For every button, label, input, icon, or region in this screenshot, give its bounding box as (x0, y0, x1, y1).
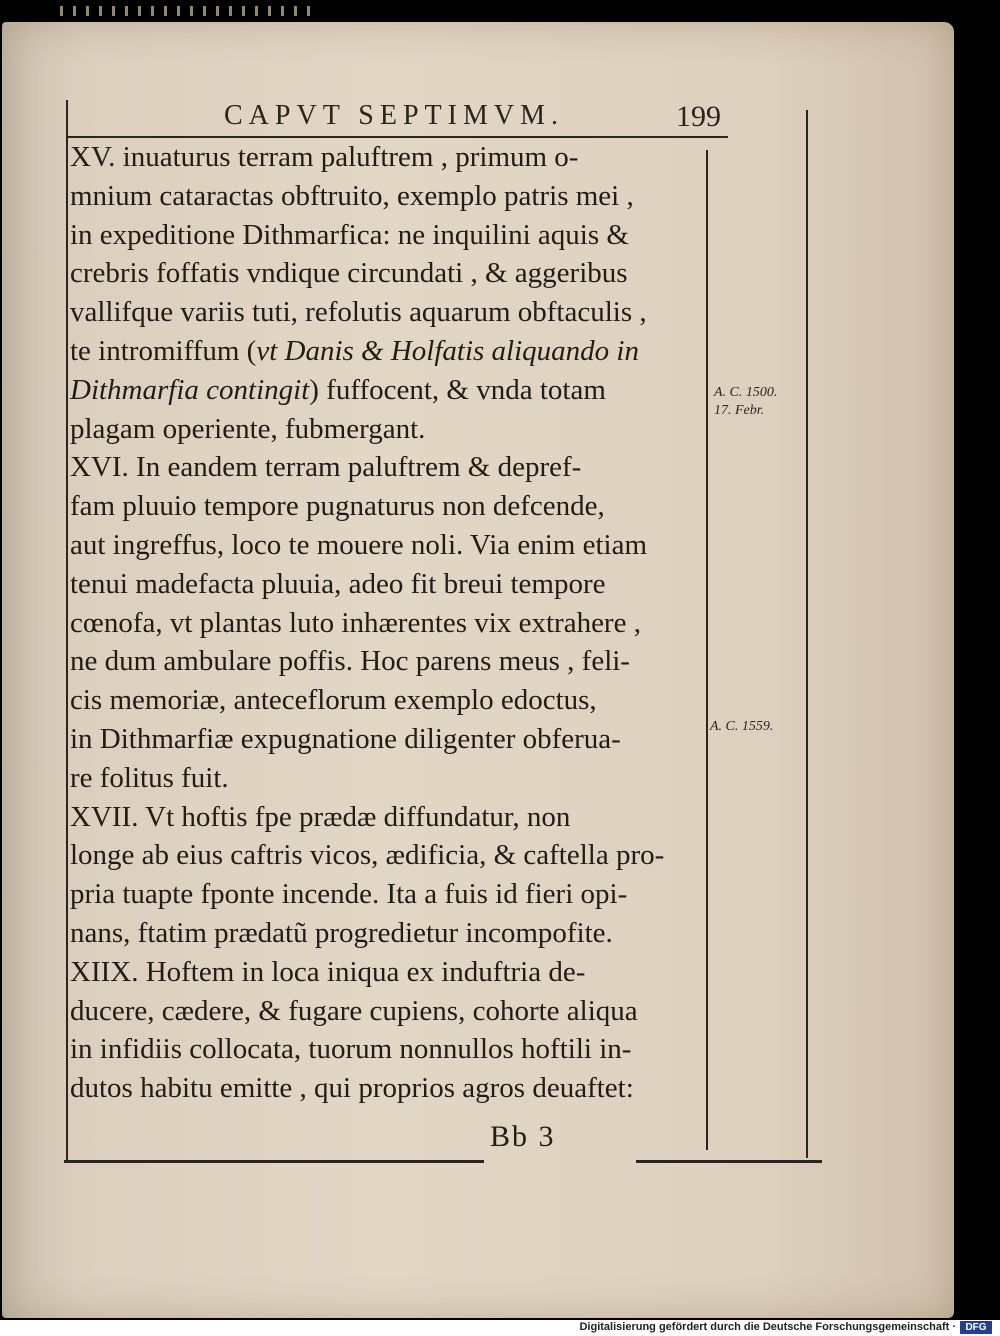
page-number: 199 (676, 100, 721, 133)
text-line: nans, ftatim prædatũ progredietur incompofite. (70, 916, 613, 949)
text-line: dutos habitu emitte , qui proprios agros deuaftet: (70, 1072, 634, 1105)
text-line (70, 332, 710, 371)
body-text (70, 138, 710, 1108)
italic-segment: vt Danis & Holfatis aliquando in (256, 334, 639, 367)
text-line: in expeditione Dithmarfica: ne inquilini aquis & (70, 218, 629, 251)
text-line: XVII. Vt hoftis fpe prædæ diffundatur, non (70, 800, 571, 833)
frame-rule-margin-right (806, 110, 808, 1158)
scan-ruler (60, 4, 340, 18)
text-segment: ) fuffocent, & vnda totam (309, 373, 606, 406)
margin-note-1559 (710, 718, 773, 736)
text-line: XVI. In eandem terram paluftrem & depref- (70, 451, 582, 484)
margin-note-year: A. C. 1500. (714, 385, 778, 400)
text-line: tenui madefacta pluuia, adeo fit breui tempore (70, 567, 606, 600)
text-line: XV. inuaturus terram paluftrem , primum o- (70, 141, 579, 173)
text-line: aut ingreffus, loco te mouere noli. Via enim etiam (70, 528, 648, 561)
text-line: in infidiis collocata, tuorum nonnullos hoftili in- (70, 1033, 632, 1066)
text-line (70, 371, 710, 410)
margin-note-date: 17. Febr. (714, 403, 765, 418)
bottom-rule-left (64, 1160, 484, 1163)
text-line: fam pluuio tempore pugnaturus non defcende, (70, 490, 605, 523)
text-line: cis memoriæ, anteceflorum exemplo edoctus, (70, 684, 597, 717)
text-segment: te intromiffum ( (70, 334, 257, 367)
dfg-logo: DFG (960, 1321, 992, 1334)
signature-mark: Bb 3 (490, 1120, 556, 1153)
text-line: XIIX. Hoftem in loca iniqua ex induftria de- (70, 955, 586, 988)
text-line: plagam operiente, fubmergant. (70, 412, 426, 445)
text-line: pria tuapte fponte incende. Ita a fuis id fieri opi- (70, 878, 628, 911)
italic-segment: Dithmarfia contingit (70, 373, 310, 406)
funding-notice: Digitalisierung gefördert durch die Deutsche Forschungsgemeinschaft · (579, 1321, 956, 1333)
text-line: longe ab eius caftris vicos, ædificia, & caftella pro- (70, 839, 665, 872)
text-line: cœnofa, vt plantas luto inhærentes vix extrahere , (70, 606, 641, 639)
text-line: crebris foffatis vndique circundati , & aggeribus (70, 257, 628, 290)
text-line: in Dithmarfiæ expugnatione diligenter obferua- (70, 722, 621, 755)
text-line: ne dum ambulare poffis. Hoc parens meus , feli- (70, 645, 630, 678)
text-line: re folitus fuit. (70, 761, 229, 794)
text-line: vallifque variis tuti, refolutis aquarum obftaculis , (70, 296, 647, 329)
text-line: ducere, cædere, & fugare cupiens, cohorte aliqua (70, 994, 638, 1027)
margin-note-year: A. C. 1559. (710, 719, 774, 734)
frame-rule-left (66, 100, 68, 1160)
text-line: mnium cataractas obftruito, exemplo patris mei , (70, 179, 634, 212)
bottom-rule-right (636, 1160, 822, 1163)
running-head: CAPVT SEPTIMVM. (224, 100, 564, 131)
margin-note-1500 (714, 384, 777, 420)
